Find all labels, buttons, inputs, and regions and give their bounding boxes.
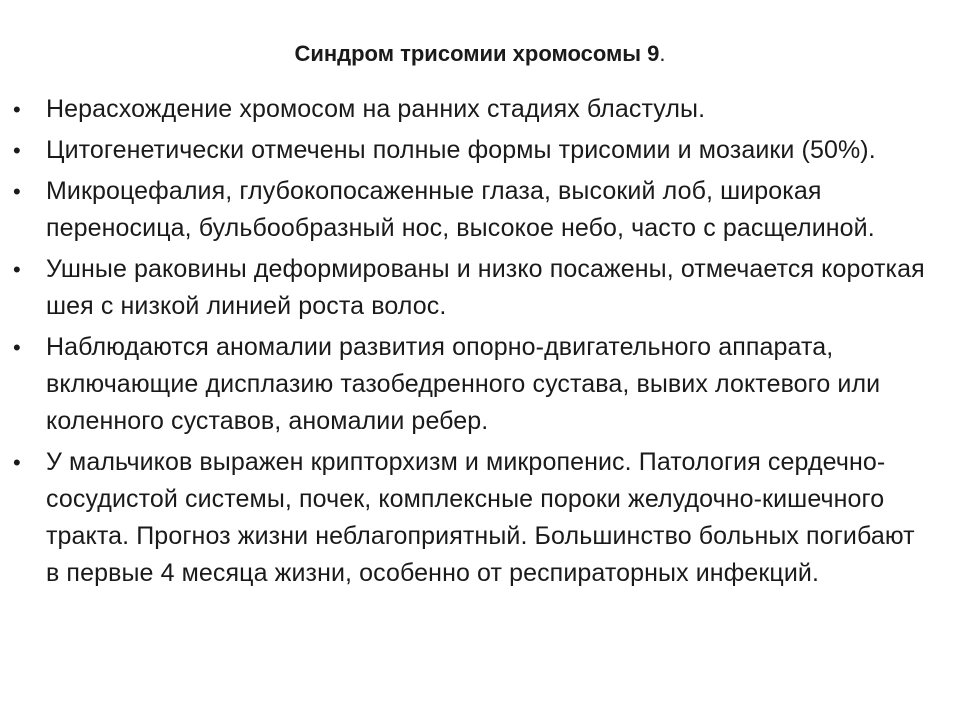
bullet-list [0, 91, 960, 596]
bullet-text: Цитогенетически отмечены полные формы трисомии и мозаики (50%). [46, 136, 876, 164]
bullet-marker: • [13, 335, 21, 360]
bullet-item [0, 251, 960, 325]
bullet-text: У мальчиков выражен крипторхизм и микропенис. Патология сердечно-сосудистой системы, почек, комплексные пороки желудочно-кишечного тракта. Прогноз жизни неблагоприятный. Большинство больных погибают в первые 4 месяца жизни, особенно от респираторных инфекций. [46, 448, 915, 587]
bullet-item [0, 329, 960, 440]
bullet-item [0, 91, 960, 128]
bullet-marker: • [13, 257, 21, 282]
bullet-item [0, 132, 960, 169]
bullet-item [0, 444, 960, 592]
slide-title [0, 38, 960, 70]
bullet-marker: • [13, 179, 21, 204]
bullet-text: Наблюдаются аномалии развития опорно-двигательного аппарата, включающие дисплазию тазобедренного сустава, вывих локтевого или коленного суставов, аномалии ребер. [46, 333, 881, 435]
bullet-text: Ушные раковины деформированы и низко посажены, отмечается короткая шея с низкой линией роста волос. [46, 255, 925, 320]
slide-title-text: Синдром трисомии хромосомы 9 [294, 41, 660, 66]
slide-title-punctuation: . [659, 41, 666, 66]
bullet-marker: • [13, 97, 21, 122]
bullet-marker: • [13, 138, 21, 163]
bullet-item [0, 173, 960, 247]
bullet-text: Микроцефалия, глубокопосаженные глаза, высокий лоб, широкая переносица, бульбообразный нос, высокое небо, часто с расщелиной. [46, 177, 875, 242]
bullet-text: Нерасхождение хромосом на ранних стадиях бластулы. [46, 95, 706, 123]
bullet-marker: • [13, 450, 21, 475]
